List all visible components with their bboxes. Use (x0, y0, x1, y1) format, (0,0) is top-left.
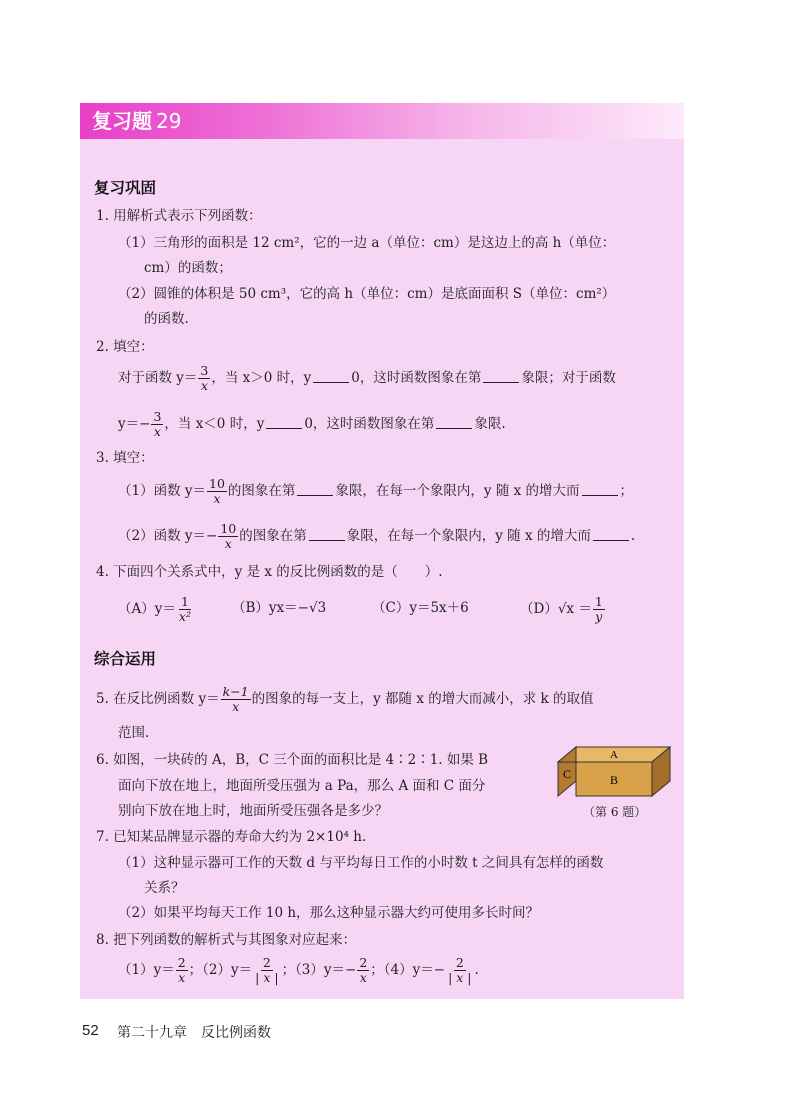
answer-blank[interactable] (309, 526, 345, 541)
q4-stem: 4. 下面四个关系式中，y 是 x 的反比例函数的是（ ）. (96, 564, 443, 580)
q6-line1: 6. 如图，一块砖的 A，B，C 三个面的面积比是 4∶2∶1. 如果 B (96, 752, 489, 768)
chapter-title: 第二十九章 反比例函数 (117, 1025, 271, 1041)
figure-caption: （第 6 题） (583, 805, 647, 819)
answer-blank[interactable] (266, 414, 302, 429)
q1-stem: 1. 用解析式表示下列函数： (96, 208, 262, 224)
q3-stem: 3. 填空： (96, 450, 154, 466)
fraction: $\frac{1}{y}$ (594, 594, 603, 624)
q4-option-a[interactable]: （A）y＝ $\frac{1}{\text{x²}}$ (118, 594, 191, 624)
q3-part2: （2）函数 y＝− $\frac{10}{x}$ 的图象在第 象限，在每一个象限内，y 随 x 的增大而 . (118, 521, 636, 551)
exercise-title (92, 106, 181, 136)
face-c-label: C (562, 767, 572, 781)
answer-blank[interactable] (483, 368, 519, 383)
q2-stem: 2. 填空： (96, 339, 154, 355)
fraction: $\frac{k-1}{x}$ (222, 684, 249, 714)
q5-line1: 5. 在反比例函数 y＝ $\frac{k-1}{x}$ 的图象的每一支上，y 都随 x 的增大而减小，求 k 的取值 (96, 684, 594, 714)
q1-part1-line1: （1）三角形的面积是 12 cm²，它的一边 a（单位：cm）是这边上的高 h（单位： (118, 235, 616, 251)
face-b-label: B (609, 773, 619, 787)
q1-part2-line1: （2）圆锥的体积是 50 cm³，它的高 h（单位：cm）是底面面积 S（单位：cm²） (118, 286, 616, 302)
fraction: $\frac{3}{x}$ (200, 363, 209, 393)
fraction: $\frac{2}{x}$ (177, 955, 186, 985)
q4-option-d[interactable]: （D）√x ＝ $\frac{1}{y}$ (520, 594, 603, 624)
face-a-label: A (610, 749, 618, 761)
fraction: $\frac{1}{\text{x²}}$ (178, 594, 191, 624)
fraction: $\frac{3}{x}$ (153, 409, 162, 439)
fraction: $\frac{2}{| x |}$ (448, 955, 472, 985)
q7-part1-line1: （1）这种显示器可工作的天数 d 与平均每日工作的小时数 t 之间具有怎样的函数 (118, 855, 604, 871)
fraction: $\frac{2}{| x |}$ (255, 955, 279, 985)
fraction: $\frac{10}{x}$ (220, 521, 237, 551)
q2-line-b: y＝− $\frac{3}{x}$ ，当 x＜0 时，y 0，这时函数图象在第 象限. (118, 409, 506, 439)
brick-figure (556, 745, 672, 797)
page-number: 52 (82, 1022, 99, 1039)
q1-part2-line2: 的函数. (144, 311, 189, 327)
q4-option-b[interactable]: （B）yx＝−√3 (232, 600, 327, 616)
q5-line2: 范围. (118, 725, 150, 741)
answer-blank[interactable] (582, 481, 618, 496)
q2-line-a: 对于函数 y＝ $\frac{3}{x}$ ，当 x＞0 时，y 0，这时函数图象在第 象限；对于函数 (118, 363, 616, 393)
q7-part2: （2）如果平均每天工作 10 h，那么这种显示器大约可使用多长时间？ (118, 905, 540, 921)
answer-blank[interactable] (313, 368, 349, 383)
title-label: 复习题 (92, 109, 152, 133)
q7-part1-line2: 关系？ (144, 880, 185, 896)
answer-blank[interactable] (297, 481, 333, 496)
fraction: $\frac{2}{x}$ (359, 955, 368, 985)
q7-stem: 7. 已知某品牌显示器的寿命大约为 2×10⁴ h. (96, 829, 367, 845)
q1-part1-line2: cm）的函数； (144, 260, 232, 276)
fraction: $\frac{10}{x}$ (209, 476, 225, 506)
answer-blank[interactable] (593, 526, 629, 541)
section-heading-application: 综合运用 (94, 650, 157, 668)
q6-line3: 别向下放在地上时，地面所受压强各是多少？ (118, 803, 388, 819)
q6-line2: 面向下放在地上，地面所受压强为 a Pa，那么 A 面和 C 面分 (118, 778, 486, 794)
q3-part1: （1）函数 y＝ $\frac{10}{x}$ 的图象在第 象限，在每一个象限内，y 随 x 的增大而 ； (118, 476, 634, 506)
q8-stem: 8. 把下列函数的解析式与其图象对应起来： (96, 932, 357, 948)
q8-functions: （1）y＝ $\frac{2}{x}$ ；（2）y＝ $\frac{2}{| x |}$ ；（3）y＝− $\frac{2}{x}$ ；（4）y＝− $\frac{2}{| x |}$ . (118, 955, 479, 985)
title-number: 29 (156, 109, 182, 133)
section-heading-review: 复习巩固 (94, 179, 157, 197)
q4-option-c[interactable]: （C）y＝5x＋6 (372, 600, 469, 616)
answer-blank[interactable] (436, 414, 472, 429)
